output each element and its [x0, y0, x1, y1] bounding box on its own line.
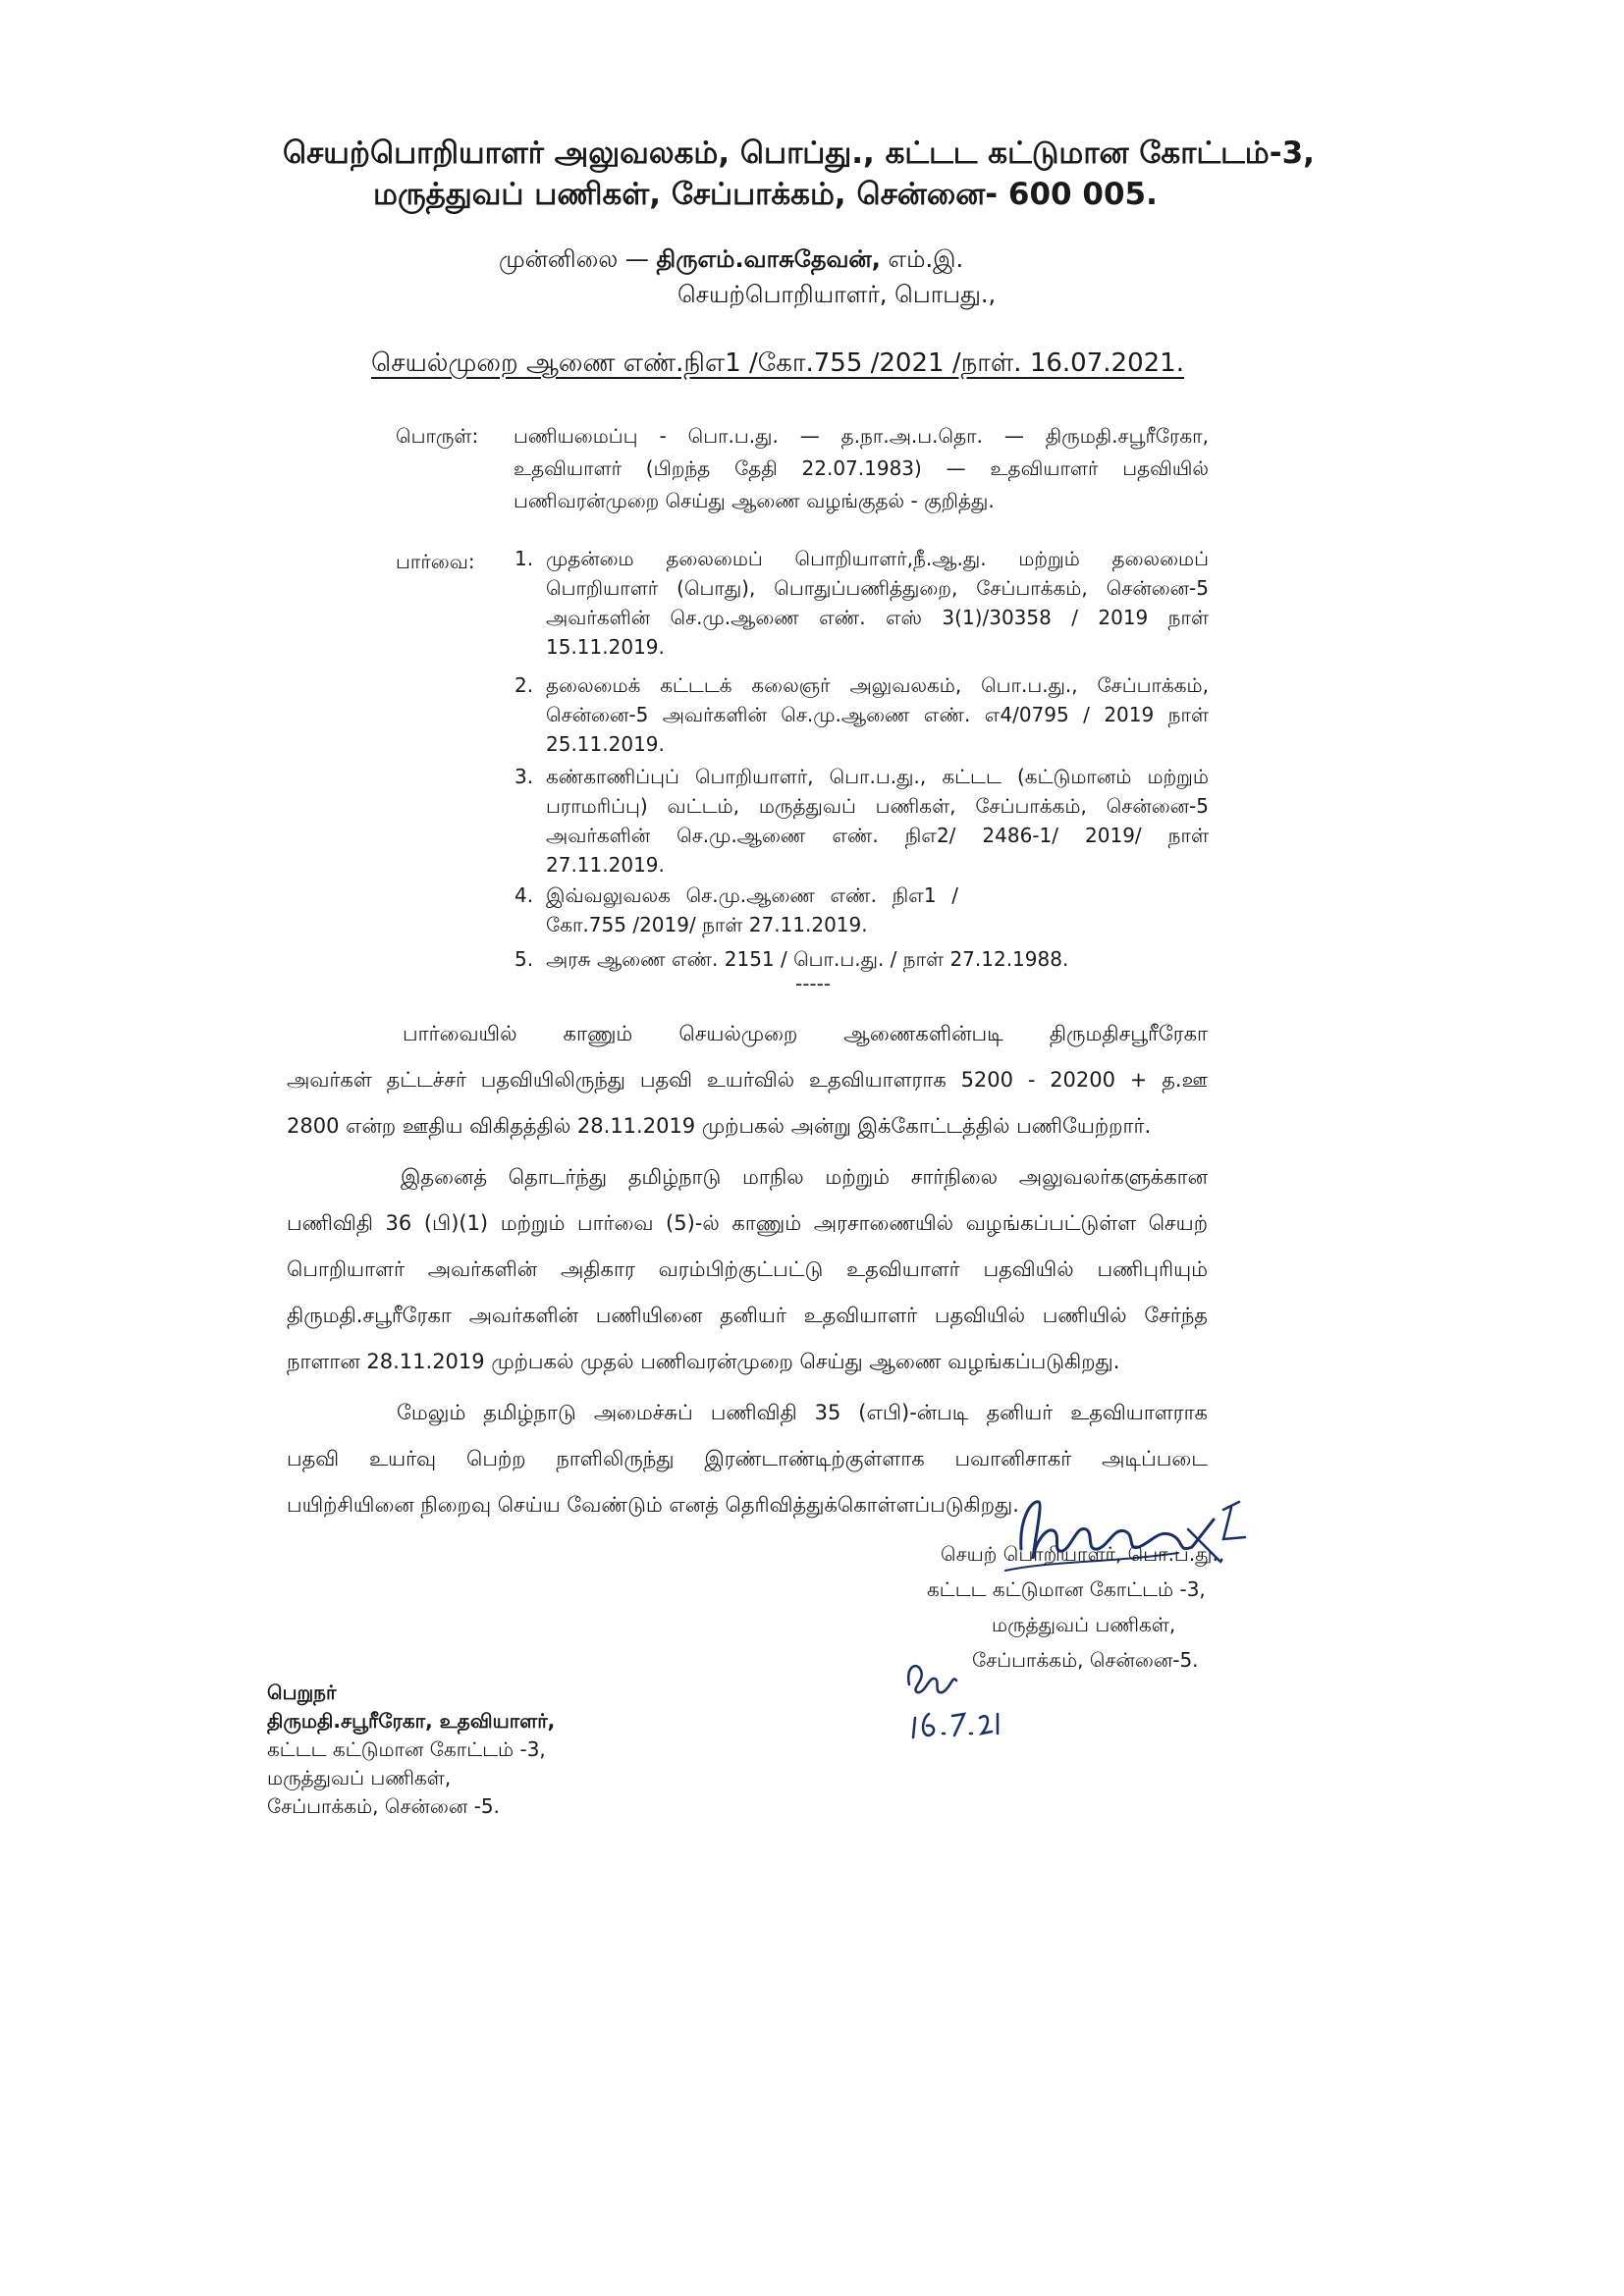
body-para2-line: பொறியாளர் அவர்களின் அதிகார வரம்பிற்குட்பட்டு உதவியாளர் பதவியில் பணிபுரியும்: [287, 1257, 1208, 1281]
body-para2-line: திருமதி.சபூரீரேகா அவர்களின் பணியினை தனியர் உதவியாளர் பதவியில் பணியில் சேர்ந்த: [287, 1304, 1208, 1327]
order-number-line: செயல்முறை ஆணை எண்.நிஎ1 /கோ.755 /2021 /நாள். 16.07.2021.: [371, 348, 1184, 378]
reference-number: 2.: [514, 673, 534, 697]
signatory-location: சேப்பாக்கம், சென்னை-5.: [972, 1648, 1199, 1672]
signatory-designation: செயற் பொறியாளர், பொ.ப.து.,: [941, 1542, 1225, 1566]
body-para1-line: பார்வையில் காணும் செயல்முறை ஆணைகளின்படி திருமதிசபூரீரேகா: [403, 1022, 1208, 1045]
presence-line: [499, 245, 963, 276]
handwritten-signature: [992, 1480, 1267, 1588]
recipient-division: கட்டட கட்டுமான கோட்டம் -3,: [267, 1737, 546, 1761]
reference-number: 4.: [514, 883, 534, 907]
reference-text: இவ்வலுவலக செ.மு.ஆணை எண். நிஎ1 /கோ.755 /2019/ நாள் 27.11.2019.: [546, 883, 958, 936]
presence-name: திருஎம்.வாசுதேவன்,: [656, 245, 881, 273]
presence-designation: செயற்பொறியாளர், பொபது.,: [677, 281, 997, 308]
handwritten-initials-and-date: [895, 1655, 1013, 1753]
body-para2-line: இதனைத் தொடர்ந்து தமிழ்நாடு மாநில மற்றும் சார்நிலை அலுவலர்களுக்கான: [401, 1165, 1208, 1189]
references-label: பார்வை:: [396, 550, 475, 573]
reference-text: முதன்மை தலைமைப் பொறியாளர்,நீ.ஆ.து. மற்றும் தலைமைப் பொறியாளர் (பொது), பொதுப்பணித்துறை, சேப்பாக்கம், சென்னை-5 அவர்களின் செ.மு.ஆணை எண். எஸ் 3(1)/30358 / 2019 நாள் 15.11.2019.: [546, 547, 1209, 659]
signatory-department: மருத்துவப் பணிகள்,: [992, 1613, 1176, 1636]
reference-item: [514, 762, 1209, 880]
reference-item: [514, 670, 1209, 759]
body-para1-line: அவர்கள் தட்டச்சர் பதவியிலிருந்து பதவி உயர்வில் உதவியாளராக 5200 - 20200 + த.ஊ: [287, 1068, 1208, 1092]
references-separator: -----: [795, 972, 832, 995]
presence-prefix: முன்னிலை —: [499, 245, 649, 273]
signatory-division: கட்டட கட்டுமான கோட்டம் -3,: [927, 1577, 1206, 1601]
reference-item: [514, 881, 958, 939]
subject-text: பணியமைப்பு - பொ.ப.து. — த.நா.அ.ப.தொ. — திருமதி.சபூரீரேகா, உதவியாளர் (பிறந்த தேதி 22.07.1983) — உதவியாளர் பதவியில் பணிவரன்முறை செய்து ஆணை வழங்குதல் - குறித்து.: [514, 424, 1209, 512]
reference-text: அரசு ஆணை எண். 2151 / பொ.ப.து. / நாள் 27.12.1988.: [546, 947, 1069, 971]
body-para3-line: பயிற்சியினை நிறைவு செய்ய வேண்டும் எனத் தெரிவித்துக்கொள்ளப்படுகிறது.: [287, 1493, 1019, 1517]
recipient-department: மருத்துவப் பணிகள்,: [267, 1766, 452, 1789]
reference-item: [514, 944, 1209, 974]
body-para1-line: 2800 என்ற ஊதிய விகிதத்தில் 28.11.2019 முற்பகல் அன்று இக்கோட்டத்தில் பணியேற்றார்.: [287, 1114, 1152, 1138]
recipient-label: பெறுநர்: [267, 1681, 337, 1704]
reference-number: 5.: [514, 947, 534, 971]
body-para2-line: நாளான 28.11.2019 முற்பகல் முதல் பணிவரன்முறை செய்து ஆணை வழங்கப்படுகிறது.: [287, 1350, 1120, 1373]
office-header-line2: மருத்துவப் பணிகள், சேப்பாக்கம், சென்னை- 600 005.: [373, 177, 1158, 212]
reference-text: கண்காணிப்புப் பொறியாளர், பொ.ப.து., கட்டட (கட்டுமானம் மற்றும் பராமரிப்பு) வட்டம், மருத்துவப் பணிகள், சேப்பாக்கம், சென்னை-5 அவர்களின் செ.மு.ஆணை எண். நிஎ2/ 2486-1/ 2019/ நாள் 27.11.2019.: [546, 765, 1209, 877]
subject-label: பொருள்:: [396, 424, 479, 448]
reference-text: தலைமைக் கட்டடக் கலைஞர் அலுவலகம், பொ.ப.து., சேப்பாக்கம், சென்னை-5 அவர்களின் செ.மு.ஆணை எண். எ4/0795 / 2019 நாள் 25.11.2019.: [546, 673, 1209, 756]
recipient-location: சேப்பாக்கம், சென்னை -5.: [267, 1794, 500, 1818]
body-para3-line: பதவி உயர்வு பெற்ற நாளிலிருந்து இரண்டாண்டிற்குள்ளாக பவானிசாகர் அடிப்படை: [287, 1447, 1208, 1470]
body-para3-line: மேலும் தமிழ்நாடு அமைச்சுப் பணிவிதி 35 (எபி)-ன்படி தனியர் உதவியாளராக: [397, 1401, 1208, 1424]
recipient-name: திருமதி.சபூரீரேகா, உதவியாளர்,: [267, 1709, 556, 1733]
presence-qualification: எம்.இ.: [888, 245, 964, 273]
body-para2-line: பணிவிதி 36 (பி)(1) மற்றும் பார்வை (5)-ல் காணும் அரசாணையில் வழங்கப்பட்டுள்ள செயற்: [287, 1211, 1208, 1235]
office-header-line1: செயற்பொறியாளர் அலுவலகம், பொப்து., கட்டட கட்டுமான கோட்டம்-3,: [283, 135, 1315, 171]
reference-item: [514, 544, 1209, 662]
reference-number: 1.: [514, 547, 534, 570]
reference-number: 3.: [514, 765, 534, 788]
